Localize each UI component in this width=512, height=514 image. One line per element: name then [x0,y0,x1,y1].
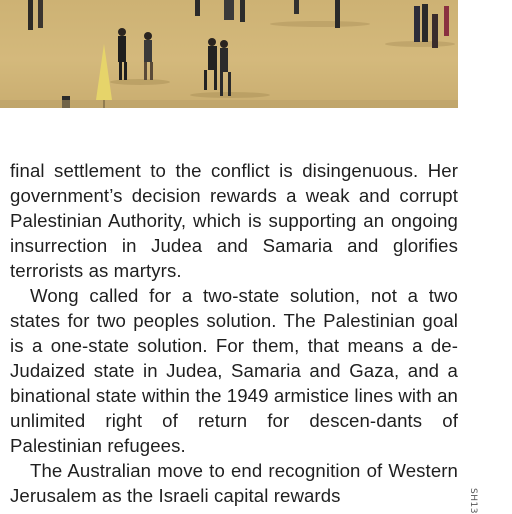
plaza-photo [0,0,458,108]
article-paragraph: Wong called for a two-state solution, not a two states for two peoples solution. The Palestinian goal is a one-state solution. For them, that means a de-Judaized state in Judea, Samaria and Gaza, and a binational state within the 1949 armistice lines with an unlimited right of return for descen-dants of Palestinian refugees. [10,285,458,456]
page-code: SH13 [468,488,478,514]
article-body [10,158,458,508]
article-paragraph: The Australian move to end recognition of Western Jerusalem as the Israeli capital rewards [10,460,458,506]
article-paragraph: final settlement to the conflict is disingenuous. Her government’s decision rewards a weak and corrupt Palestinian Authority, which is supporting an ongoing insurrection in Judea and Samaria and glorifies terrorists as martyrs. [10,160,458,281]
plaza-photo-scene [0,0,458,108]
